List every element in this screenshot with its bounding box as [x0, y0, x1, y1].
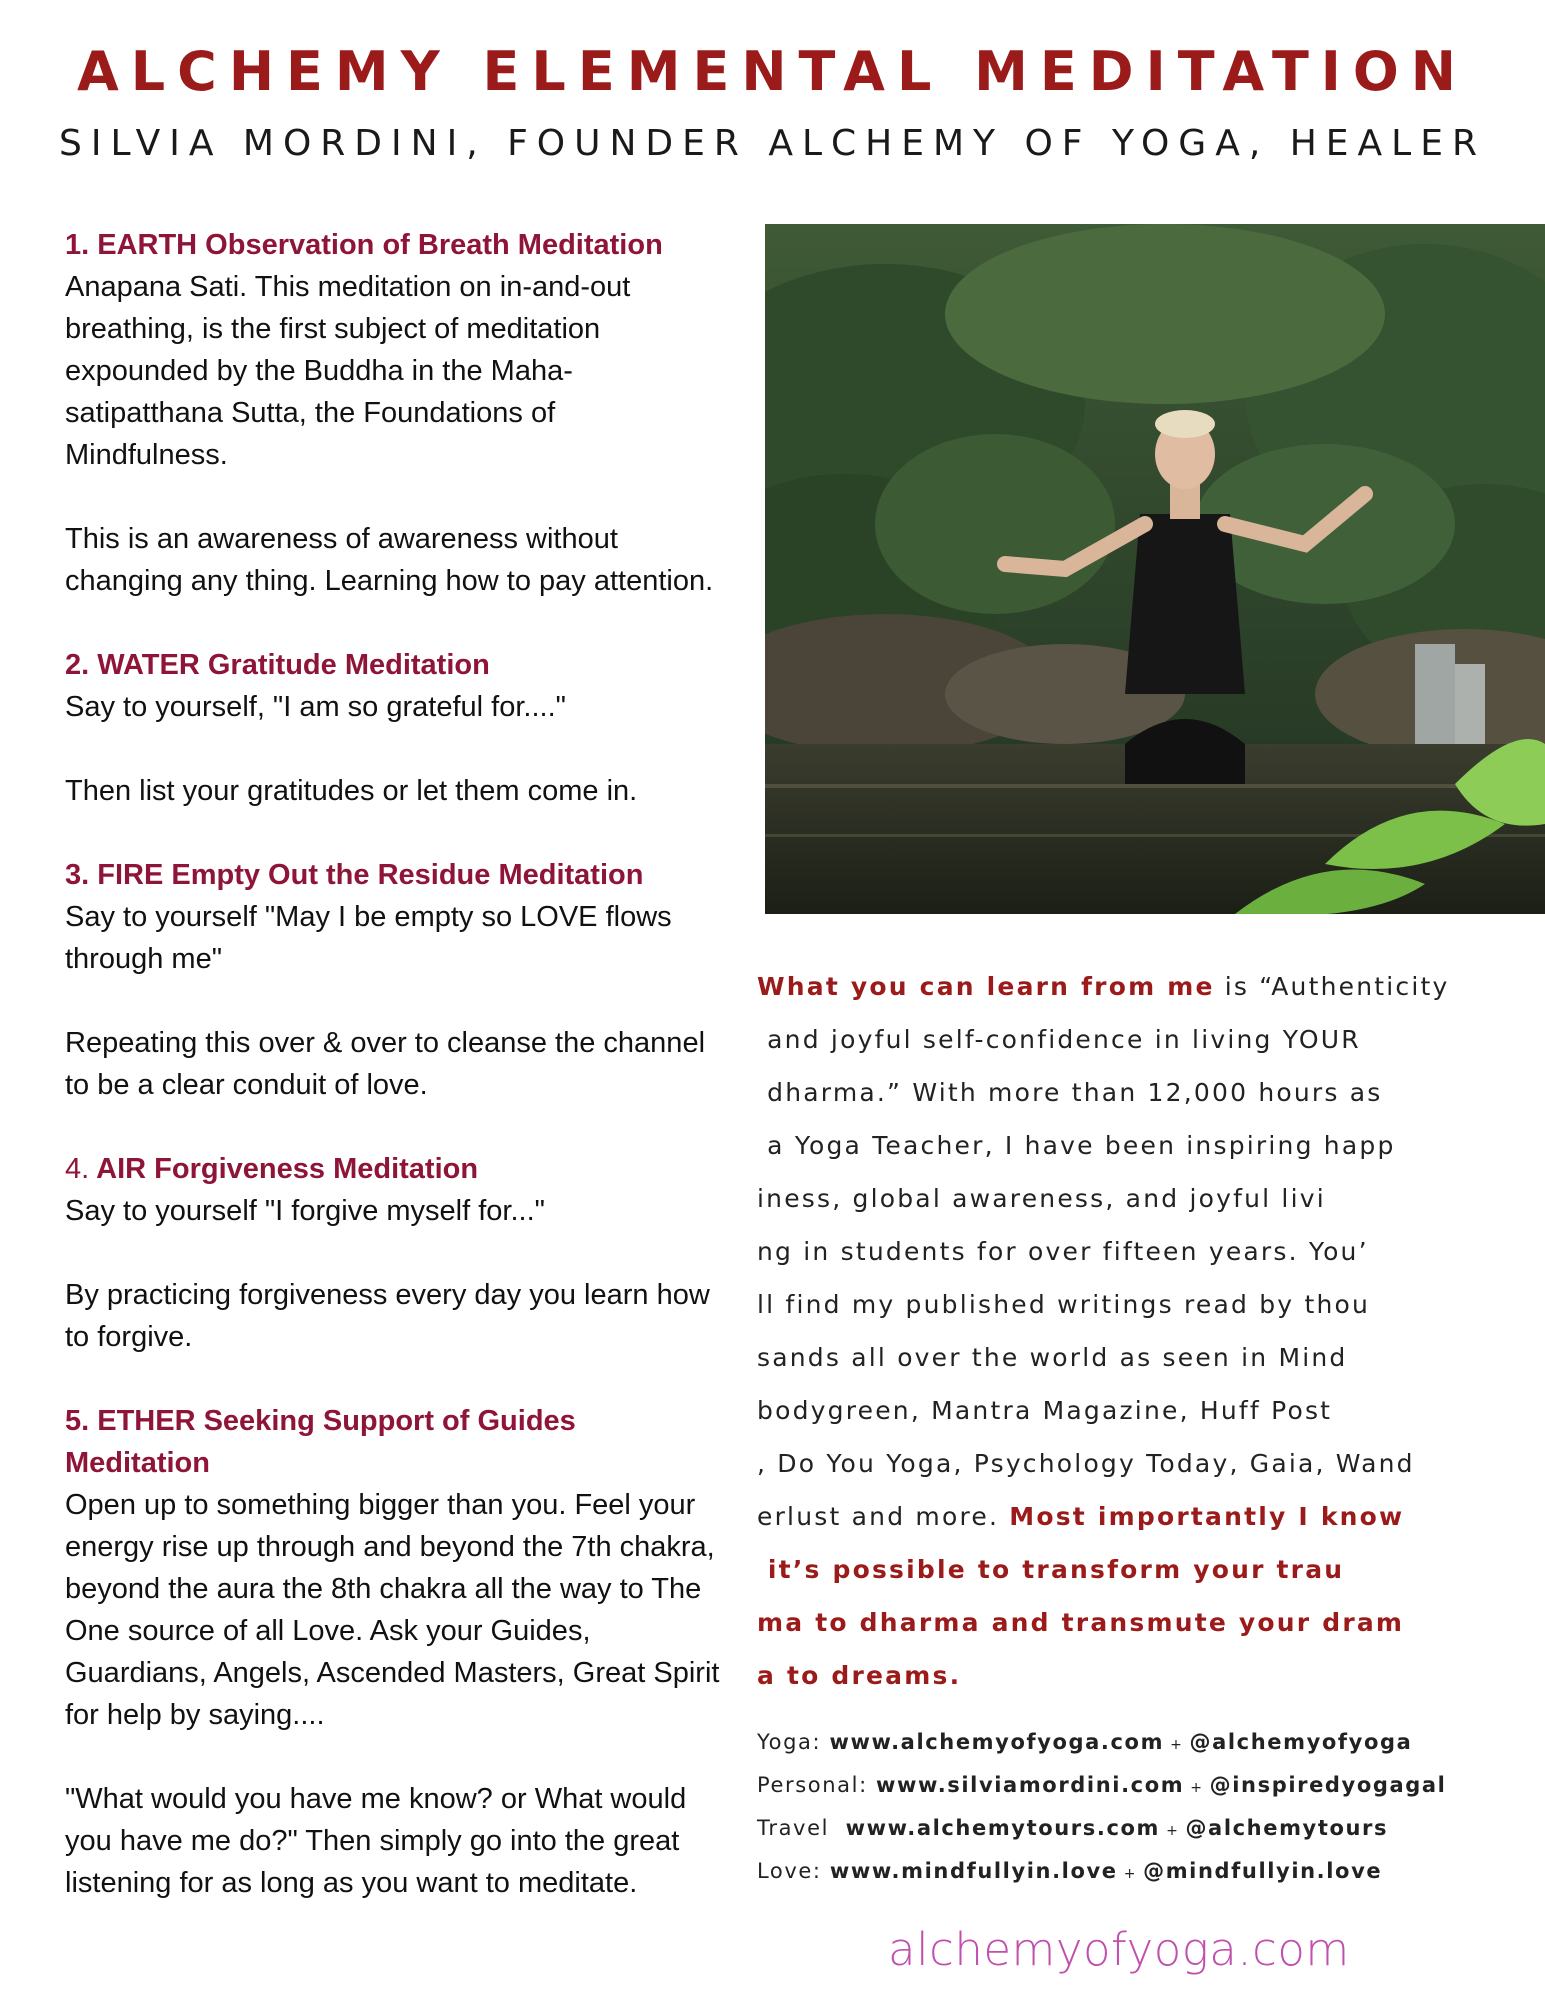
plus-separator: + — [1160, 1823, 1186, 1839]
earth-heading: 1. EARTH Observation of Breath Meditation — [65, 229, 663, 261]
bio-highlight-line: it’s possible to transform your trau — [757, 1555, 1345, 1584]
page-title: ALCHEMY ELEMENTAL MEDITATION — [76, 40, 1468, 103]
water-paragraph-1: Say to yourself, "I am so grateful for...." — [65, 691, 566, 723]
link-label: Travel — [757, 1816, 846, 1840]
link-label: Personal: — [757, 1773, 877, 1797]
link-label: Yoga: — [757, 1730, 830, 1754]
personal-website-link[interactable]: www.silviamordini.com — [876, 1773, 1185, 1797]
plus-separator: + — [1164, 1737, 1190, 1753]
bio-line: ll find my published writings read by thou — [757, 1290, 1371, 1319]
bio-text — [757, 960, 1517, 1702]
link-row-yoga — [757, 1722, 1527, 1765]
water-paragraph-2: Then list your gratitudes or let them come in. — [65, 775, 638, 807]
air-paragraph-2: By practicing forgiveness every day you learn how to forgive. — [65, 1279, 710, 1353]
bio-text-span: erlust and more. — [757, 1502, 1010, 1531]
air-heading-text: AIR Forgiveness Meditation — [96, 1153, 479, 1185]
ether-heading: 5. ETHER Seeking Support of Guides Meditation — [65, 1405, 576, 1479]
fire-paragraph-2: Repeating this over & over to cleanse the channel to be a clear conduit of love. — [65, 1027, 706, 1101]
bio-line: bodygreen, Mantra Magazine, Huff Post — [757, 1396, 1333, 1425]
air-heading — [65, 1148, 725, 1190]
footer-website-link[interactable]: alchemyofyoga.com — [888, 1923, 1350, 1976]
ether-paragraph-1: Open up to something bigger than you. Feel your energy rise up through and beyond the 7th chakra, beyond the aura the 8th chakra all the way to The One source of all Love. Ask your Guides, Guardians, Angels, Ascended Masters, Great Spirit for help by saying.... — [65, 1489, 720, 1731]
travel-social-handle[interactable]: @alchemytours — [1185, 1816, 1389, 1840]
link-row-travel — [757, 1808, 1527, 1851]
love-website-link[interactable]: www.mindfullyin.love — [829, 1859, 1118, 1883]
fire-heading: 3. FIRE Empty Out the Residue Meditation — [65, 859, 644, 891]
bio-line: sands all over the world as seen in Mind — [757, 1343, 1348, 1372]
earth-paragraph-2: This is an awareness of awareness without changing any thing. Learning how to pay attention. — [65, 523, 714, 597]
link-row-personal — [757, 1765, 1527, 1808]
air-paragraph-1: Say to yourself "I forgive myself for..." — [65, 1195, 545, 1227]
bio-line: , Do You Yoga, Psychology Today, Gaia, Wand — [757, 1449, 1415, 1478]
water-heading: 2. WATER Gratitude Meditation — [65, 649, 490, 681]
fire-paragraph-1: Say to yourself "May I be empty so LOVE flows through me" — [65, 901, 672, 975]
bio-line — [757, 960, 1517, 1013]
ether-paragraph-2: "What would you have me know? or What would you have me do?" Then simply go into the great listening for as long as you want to meditate. — [65, 1783, 687, 1899]
meditation-list — [65, 224, 725, 1904]
contact-links — [757, 1722, 1527, 1894]
travel-website-link[interactable]: www.alchemytours.com — [845, 1816, 1161, 1840]
bio-line: and joyful self-confidence in living YOUR — [757, 1025, 1361, 1054]
bio-line: iness, global awareness, and joyful livi — [757, 1184, 1326, 1213]
link-row-love — [757, 1851, 1527, 1894]
plus-separator: + — [1184, 1780, 1210, 1796]
bio-line: a Yoga Teacher, I have been inspiring happ — [757, 1131, 1396, 1160]
earth-paragraph-1: Anapana Sati. This meditation on in-and-out breathing, is the first subject of meditation expounded by the Buddha in the Maha-satipatthana Sutta, the Foundations of Mindfulness. — [65, 271, 631, 471]
yoga-website-link[interactable]: www.alchemyofyoga.com — [829, 1730, 1165, 1754]
love-social-handle[interactable]: @mindfullyin.love — [1143, 1859, 1383, 1883]
page-subtitle: SILVIA MORDINI, FOUNDER ALCHEMY OF YOGA, HEALER — [59, 123, 1486, 164]
meditation-photo — [765, 224, 1545, 914]
bio-highlight: Most importantly I know — [1009, 1502, 1405, 1531]
personal-social-handle[interactable]: @inspiredyogagal — [1209, 1773, 1447, 1797]
bio-highlight-line: a to dreams. — [757, 1661, 962, 1690]
yoga-social-handle[interactable]: @alchemyofyoga — [1189, 1730, 1413, 1754]
plus-separator: + — [1117, 1866, 1144, 1882]
bio-line: ng in students for over fifteen years. You’ — [757, 1237, 1369, 1266]
bio-line: dharma.” With more than 12,000 hours as — [757, 1078, 1383, 1107]
bio-highlight: What you can learn from me — [757, 972, 1215, 1001]
link-label: Love: — [757, 1859, 830, 1883]
air-heading-number: 4. — [65, 1153, 90, 1185]
bio-line — [757, 1490, 1517, 1543]
bio-highlight-line: ma to dharma and transmute your dram — [757, 1608, 1405, 1637]
bio-text-span: is “Authenticity — [1214, 972, 1450, 1001]
